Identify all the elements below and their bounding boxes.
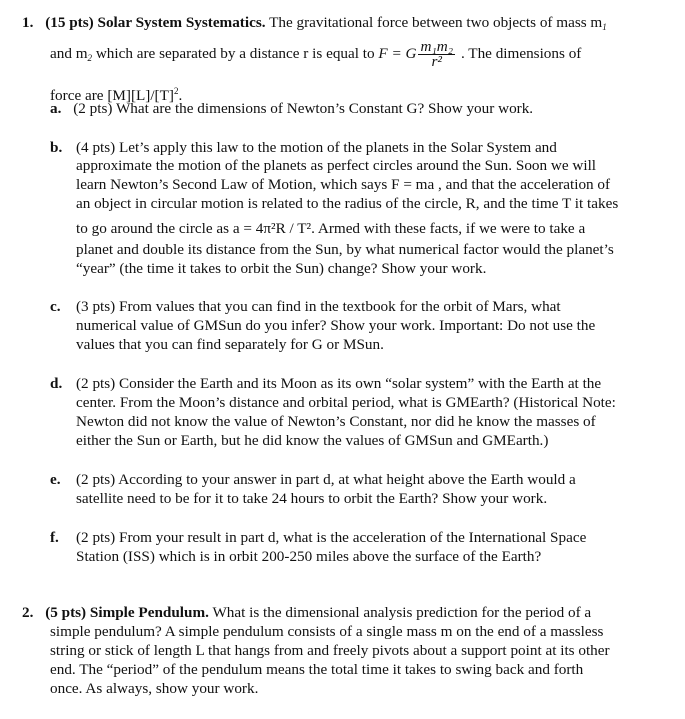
problem-2-line: simple pendulum? A simple pendulum consists of a single mass m on the end of a massless <box>50 623 604 640</box>
part-b-line: to go around the circle as a = 4π²R / T². Armed with these facts, if we were to take a <box>76 220 586 237</box>
problem-1-intro-e: force are [M][L]/[T] <box>50 87 174 104</box>
part-c-line: numerical value of GMSun do you infer? Show your work. Important: Do not use the <box>76 317 596 334</box>
part-d-line: (2 pts) Consider the Earth and its Moon as its own “solar system” with the Earth at the <box>76 375 602 392</box>
problem-2-line-1 <box>22 604 591 622</box>
problem-1-intro-b: and m <box>50 45 88 62</box>
part-b-line: learn Newton’s Second Law of Motion, which says F = ma , and that the acceleration of <box>76 176 611 193</box>
problem-2-number: 2. <box>22 604 34 621</box>
part-c-line: (3 pts) From values that you can find in the textbook for the orbit of Mars, what <box>76 298 561 315</box>
part-e-line: (2 pts) According to your answer in part d, at what height above the Earth would a <box>76 471 576 488</box>
part-d-line: center. From the Moon’s distance and orbital period, what is GMEarth? (Historical Note: <box>76 394 616 411</box>
formula-numerator: m₁m₂ <box>420 38 453 56</box>
part-c-label: c. <box>50 298 61 315</box>
problem-2-line: once. As always, show your work. <box>50 680 259 697</box>
part-f-line: Station (ISS) which is in orbit 200-250 miles above the surface of the Earth? <box>76 548 542 565</box>
problem-1-number: 1. <box>22 14 34 31</box>
part-d-line: Newton did not know the value of Newton’s Constant, nor did he know the masses of <box>76 413 596 430</box>
part-a-text: (2 pts) What are the dimensions of Newton’s Constant G? Show your work. <box>73 100 534 117</box>
problem-1-intro-c: which are separated by a distance r is equal to <box>92 45 379 62</box>
part-a-label: a. <box>50 100 62 117</box>
problem-2-line: What is the dimensional analysis prediction for the period of a <box>212 604 592 621</box>
part-b-line: an object in circular motion is related to the radius of the circle, R, and the time T it takes <box>76 195 619 212</box>
part-d-label: d. <box>50 375 63 392</box>
part-b-line: “year” (the time it takes to orbit the Sun) change? Show your work. <box>76 260 487 277</box>
part-b-label: b. <box>50 139 63 156</box>
problem-1-line-2 <box>50 36 581 76</box>
part-f-line: (2 pts) From your result in part d, what is the acceleration of the International Space <box>76 529 587 546</box>
problem-1-sub-1: 1 <box>602 22 607 32</box>
problem-1-intro-d: . The dimensions of <box>460 45 582 62</box>
problem-1-intro-a: The gravitational force between two objects of mass m <box>269 14 603 31</box>
problem-2-line: string or stick of length L that hangs from and freely pivots about a support point at its other <box>50 642 610 659</box>
problem-2-title: (5 pts) Simple Pendulum. <box>45 604 209 621</box>
gravity-formula-fraction <box>418 40 455 69</box>
part-a <box>50 100 533 118</box>
problem-1-intro-e-end: . <box>178 87 183 104</box>
problem-1-title: (15 pts) Solar System Systematics. <box>45 14 266 31</box>
problem-1-intro-e-sup: 2 <box>173 86 179 96</box>
part-b-line: approximate the motion of the planets as perfect circles around the Sun. Soon we will <box>76 157 597 174</box>
formula-lhs: F = G <box>378 45 417 62</box>
problem-2-line: end. The “period” of the pendulum means the total time it takes to swing back and forth <box>50 661 584 678</box>
part-e-line: satellite need to be for it to take 24 hours to orbit the Earth? Show your work. <box>76 490 548 507</box>
formula-denominator: r² <box>431 53 442 71</box>
problem-1-sub-2: 2 <box>87 53 93 63</box>
part-b-line: planet and double its distance from the Sun, by what numerical factor would the planet’s <box>76 241 614 258</box>
part-c-line: values that you can find separately for G or MSun. <box>76 336 384 353</box>
part-f-label: f. <box>50 529 59 546</box>
problem-1-line-1 <box>22 14 607 36</box>
part-b-line: (4 pts) Let’s apply this law to the motion of the planets in the Solar System and <box>76 139 557 156</box>
part-d-line: either the Sun or Earth, but he did know the values of GMSun and GMEarth.) <box>76 432 549 449</box>
part-e-label: e. <box>50 471 61 488</box>
